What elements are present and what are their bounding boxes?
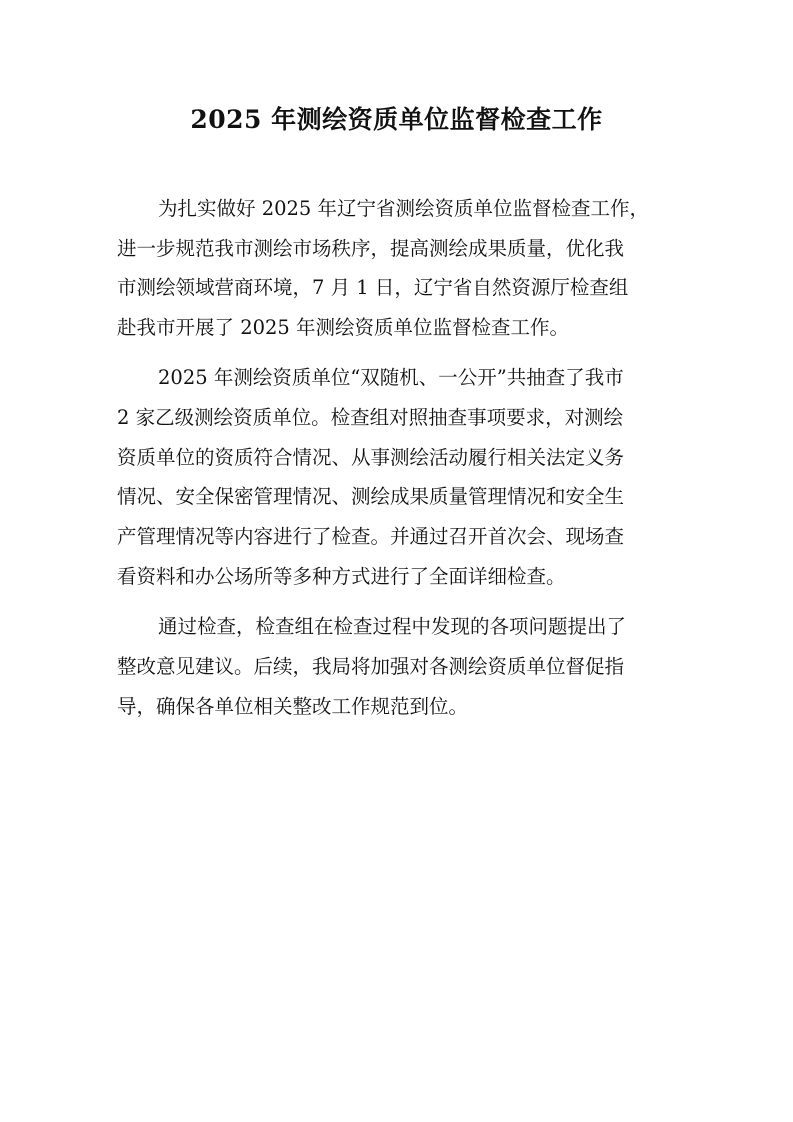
paragraph-2-line-3: 资质单位的资质符合情况、从事测绘活动履行相关法定义务: [117, 446, 625, 469]
paragraph-1-line-2: 进一步规范我市测绘市场秩序，提高测绘成果质量，优化我: [117, 237, 625, 260]
paragraph-1-line-3: 市测绘领域营商环境，7 月 1 日，辽宁省自然资源厅检查组: [117, 276, 629, 299]
document-title: 2025 年测绘资质单位监督检查工作: [190, 105, 603, 134]
paragraph-3-line-2: 整改意见建议。后续，我局将加强对各测绘资质单位督促指: [117, 655, 625, 678]
paragraph-2-line-6: 看资料和办公场所等多种方式进行了全面详细检查。: [117, 565, 566, 588]
paragraph-2-line-4: 情况、安全保密管理情况、测绘成果质量管理情况和安全生: [117, 485, 625, 508]
paragraph-2-line-2: 2 家乙级测绘资质单位。检查组对照抽查事项要求，对测绘: [117, 406, 624, 429]
paragraph-1-line-1: 为扎实做好 2025 年辽宁省测绘资质单位监督检查工作，: [158, 197, 650, 220]
paragraph-3-line-1: 通过检查，检查组在检查过程中发现的各项问题提出了: [158, 615, 627, 638]
paragraph-3-line-3: 导，确保各单位相关整改工作规范到位。: [117, 695, 469, 718]
paragraph-2-line-5: 产管理情况等内容进行了检查。并通过召开首次会、现场查: [117, 525, 625, 548]
paragraph-1-line-4: 赴我市开展了 2025 年测绘资质单位监督检查工作。: [117, 316, 570, 339]
paragraph-2-line-1: 2025 年测绘资质单位“双随机、一公开”共抽查了我市: [158, 366, 624, 389]
